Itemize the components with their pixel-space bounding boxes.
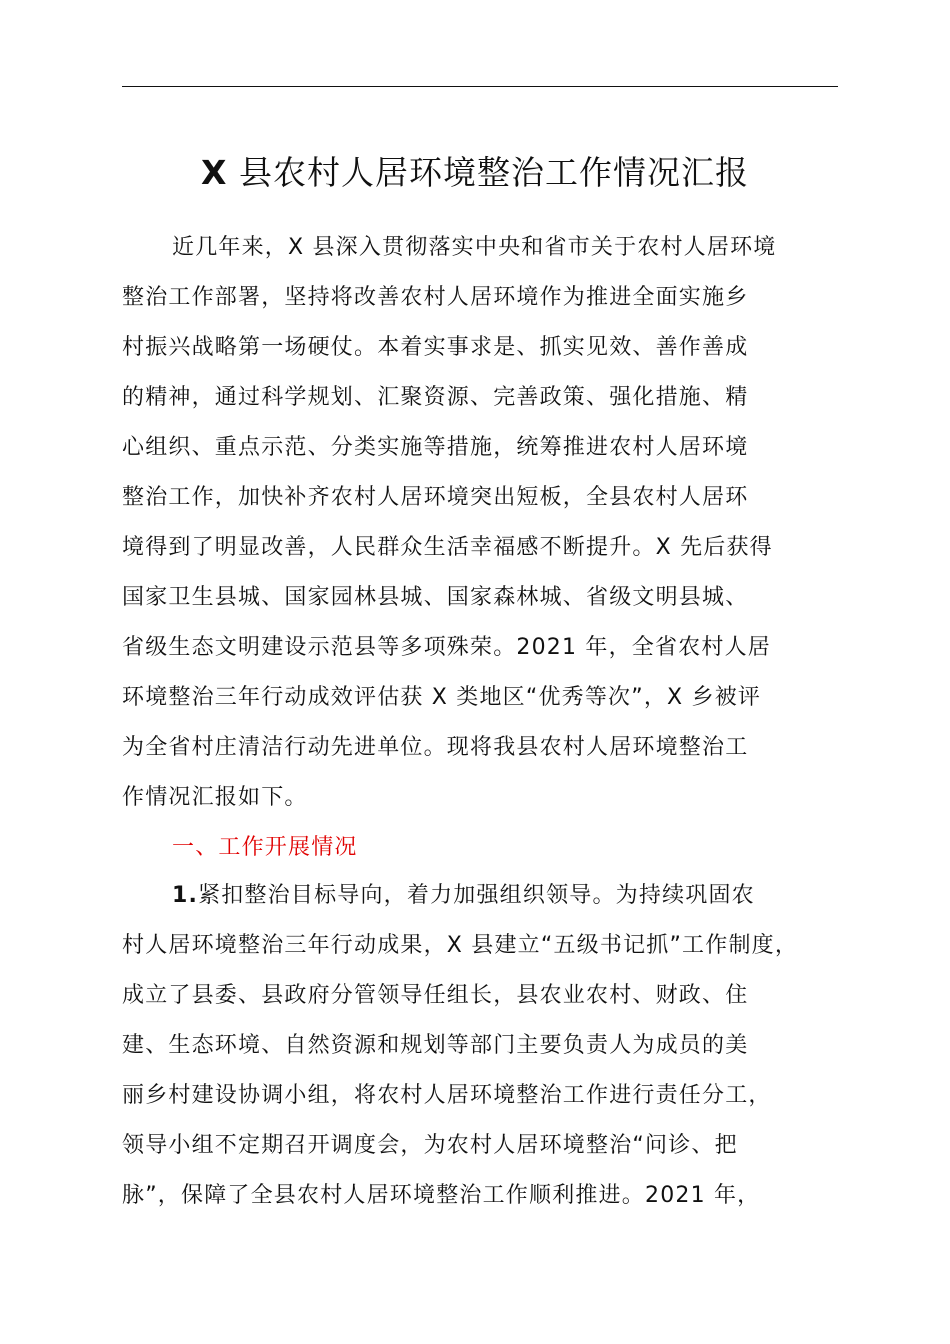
paragraph-line: 整治工作部署，坚持将改善农村人居环境作为推进全面实施乡 xyxy=(122,285,749,310)
paragraph-line: 境得到了明显改善，人民群众生活幸福感不断提升。X 先后获得 xyxy=(122,535,773,560)
paragraph-line: 村人居环境整治三年行动成果，X 县建立“五级书记抓”工作制度， xyxy=(122,933,799,958)
paragraph-line: 整治工作，加快补齐农村人居环境突出短板，全县农村人居环 xyxy=(122,485,749,510)
paragraph-line xyxy=(172,876,838,916)
title-text: 县农村人居环境整治工作情况汇报 xyxy=(227,153,749,192)
paragraph-line: 建、生态环境、自然资源和规划等部门主要负责人为成员的美 xyxy=(122,1033,749,1058)
paragraph-line: 心组织、重点示范、分类实施等措施，统筹推进农村人居环境 xyxy=(122,435,749,460)
document-title xyxy=(0,148,950,198)
paragraph-line: 环境整治三年行动成效评估获 X 类地区“优秀等次”，X 乡被评 xyxy=(122,685,762,710)
paragraph-line: 村振兴战略第一场硬仗。本着实事求是、抓实见效、善作善成 xyxy=(122,335,749,360)
header-rule xyxy=(122,86,838,87)
item-text: 紧扣整治目标导向，着力加强组织领导。为持续巩固农 xyxy=(198,883,755,908)
paragraph-line: 的精神，通过科学规划、汇聚资源、完善政策、强化措施、精 xyxy=(122,385,749,410)
paragraph-line: 省级生态文明建设示范县等多项殊荣。2021 年，全省农村人居 xyxy=(122,635,771,660)
paragraph-line: 近几年来，X 县深入贯彻落实中央和省市关于农村人居环境 xyxy=(172,235,777,260)
paragraph-line: 脉”，保障了全县农村人居环境整治工作顺利推进。2021 年， xyxy=(122,1183,761,1208)
paragraph-line: 成立了县委、县政府分管领导任组长，县农业农村、财政、住 xyxy=(122,983,749,1008)
paragraph-line: 国家卫生县城、国家园林县城、国家森林城、省级文明县城、 xyxy=(122,585,749,610)
item-number: 1. xyxy=(172,883,199,908)
section-heading: 一、工作开展情况 xyxy=(172,835,358,860)
paragraph-line: 领导小组不定期召开调度会，为农村人居环境整治“问诊、把 xyxy=(122,1133,738,1158)
title-prefix: X xyxy=(201,153,228,192)
paragraph-line: 作情况汇报如下。 xyxy=(122,785,308,810)
paragraph-line: 丽乡村建设协调小组，将农村人居环境整治工作进行责任分工， xyxy=(122,1083,772,1108)
paragraph-line: 为全省村庄清洁行动先进单位。现将我县农村人居环境整治工 xyxy=(122,735,749,760)
